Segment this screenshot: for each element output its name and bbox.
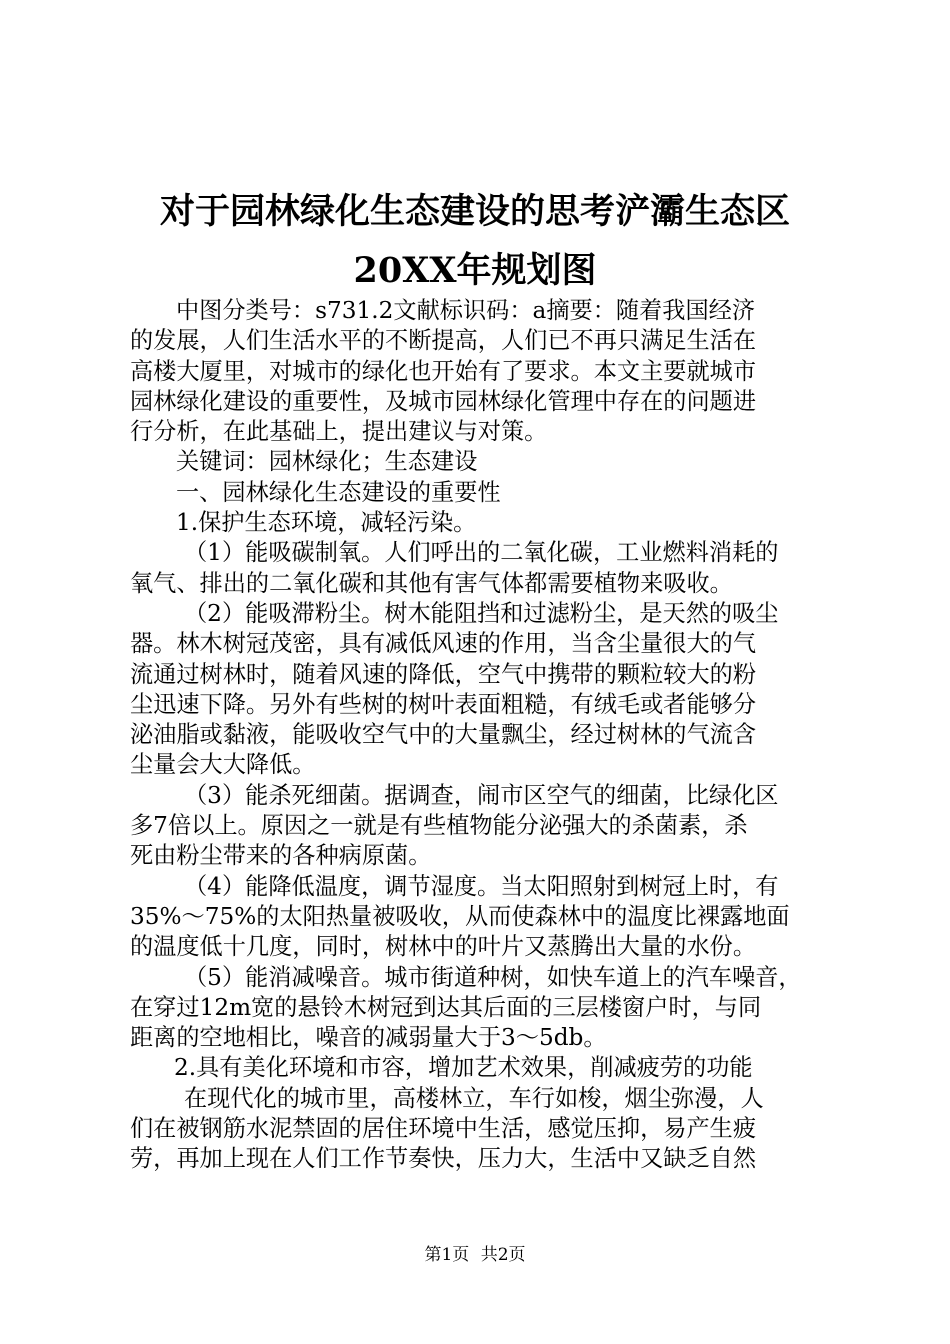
paragraph-line: （3）能杀死细菌。据调查，闹市区空气的细菌，比绿化区 [184,781,779,809]
paragraph-line: 氧气、排出的二氧化碳和其他有害气体都需要植物来吸收。 [130,569,733,597]
paragraph-line: 泌油脂或黏液，能吸收空气中的大量飘尘，经过树林的气流含 [130,721,757,749]
paragraph-line: 尘迅速下降。另外有些树的树叶表面粗糙，有绒毛或者能够分 [130,690,757,718]
paragraph-line: （2）能吸滞粉尘。树木能阻挡和过滤粉尘，是天然的吸尘 [184,599,779,627]
abstract-line: 高楼大厦里，对城市的绿化也开始有了要求。本文主要就城市 [130,357,757,385]
paragraph-line: 在现代化的城市里，高楼林立，车行如梭，烟尘弥漫，人 [184,1084,764,1112]
paragraph-line: 在穿过12m宽的悬铃木树冠到达其后面的三层楼窗户时，与同 [130,993,762,1021]
abstract-line: 园林绿化建设的重要性，及城市园林绿化管理中存在的问题进 [130,387,757,415]
paragraph-line: 器。林木树冠茂密，具有减低风速的作用，当含尘量很大的气 [130,630,757,658]
abstract-line: 中图分类号：s731.2文献标识码：a摘要：随着我国经济 [176,297,756,324]
abstract-line: 行分析，在此基础上，提出建议与对策。 [130,418,548,446]
paragraph-line: 多7倍以上。原因之一就是有些植物能分泌强大的杀菌素，杀 [130,812,748,840]
paragraph-line: 尘量会大大降低。 [130,751,316,779]
paragraph-line: 的温度低十几度，同时，树林中的叶片又蒸腾出大量的水份。 [130,933,757,961]
subsection-heading: 1.保护生态环境，减轻污染。 [176,509,477,537]
document-title-line-1: 对于园林绿化生态建设的思考浐灞生态区 [159,191,790,232]
document-body [130,296,830,1175]
paragraph-line: 们在被钢筋水泥禁固的居住环境中生活，感觉压抑，易产生疲 [130,1115,757,1143]
paragraph-line: 35%～75%的太阳热量被吸收，从而使森林中的温度比裸露地面 [130,902,790,930]
document-title-line-2: 20XX年规划图 [353,250,597,291]
section-heading: 一、园林绿化生态建设的重要性 [176,478,501,506]
subsection-heading: 2.具有美化环境和市容，增加艺术效果，削减疲劳的功能 [174,1054,753,1082]
paragraph-line: （5）能消减噪音。城市街道种树，如快车道上的汽车噪音， [184,963,802,991]
keywords-line: 关键词：园林绿化；生态建设 [176,448,478,476]
page-number-current: 第1页 [424,1245,470,1265]
page-number-total: 共2页 [480,1245,526,1265]
paragraph-line: 流通过树林时，随着风速的降低，空气中携带的颗粒较大的粉 [130,660,757,688]
paragraph-line: （4）能降低温度，调节湿度。当太阳照射到树冠上时，有 [184,872,779,900]
paragraph-line: （1）能吸碳制氧。人们呼出的二氧化碳，工业燃料消耗的 [184,539,779,567]
abstract-line: 的发展，人们生活水平的不断提高，人们已不再只满足生活在 [130,327,757,355]
page-footer [0,1243,950,1267]
paragraph-line: 距离的空地相比，噪音的减弱量大于3～5db。 [130,1024,607,1052]
paragraph-line: 死由粉尘带来的各种病原菌。 [130,842,432,870]
paragraph-line: 劳，再加上现在人们工作节奏快，压力大，生活中又缺乏自然 [130,1145,757,1173]
